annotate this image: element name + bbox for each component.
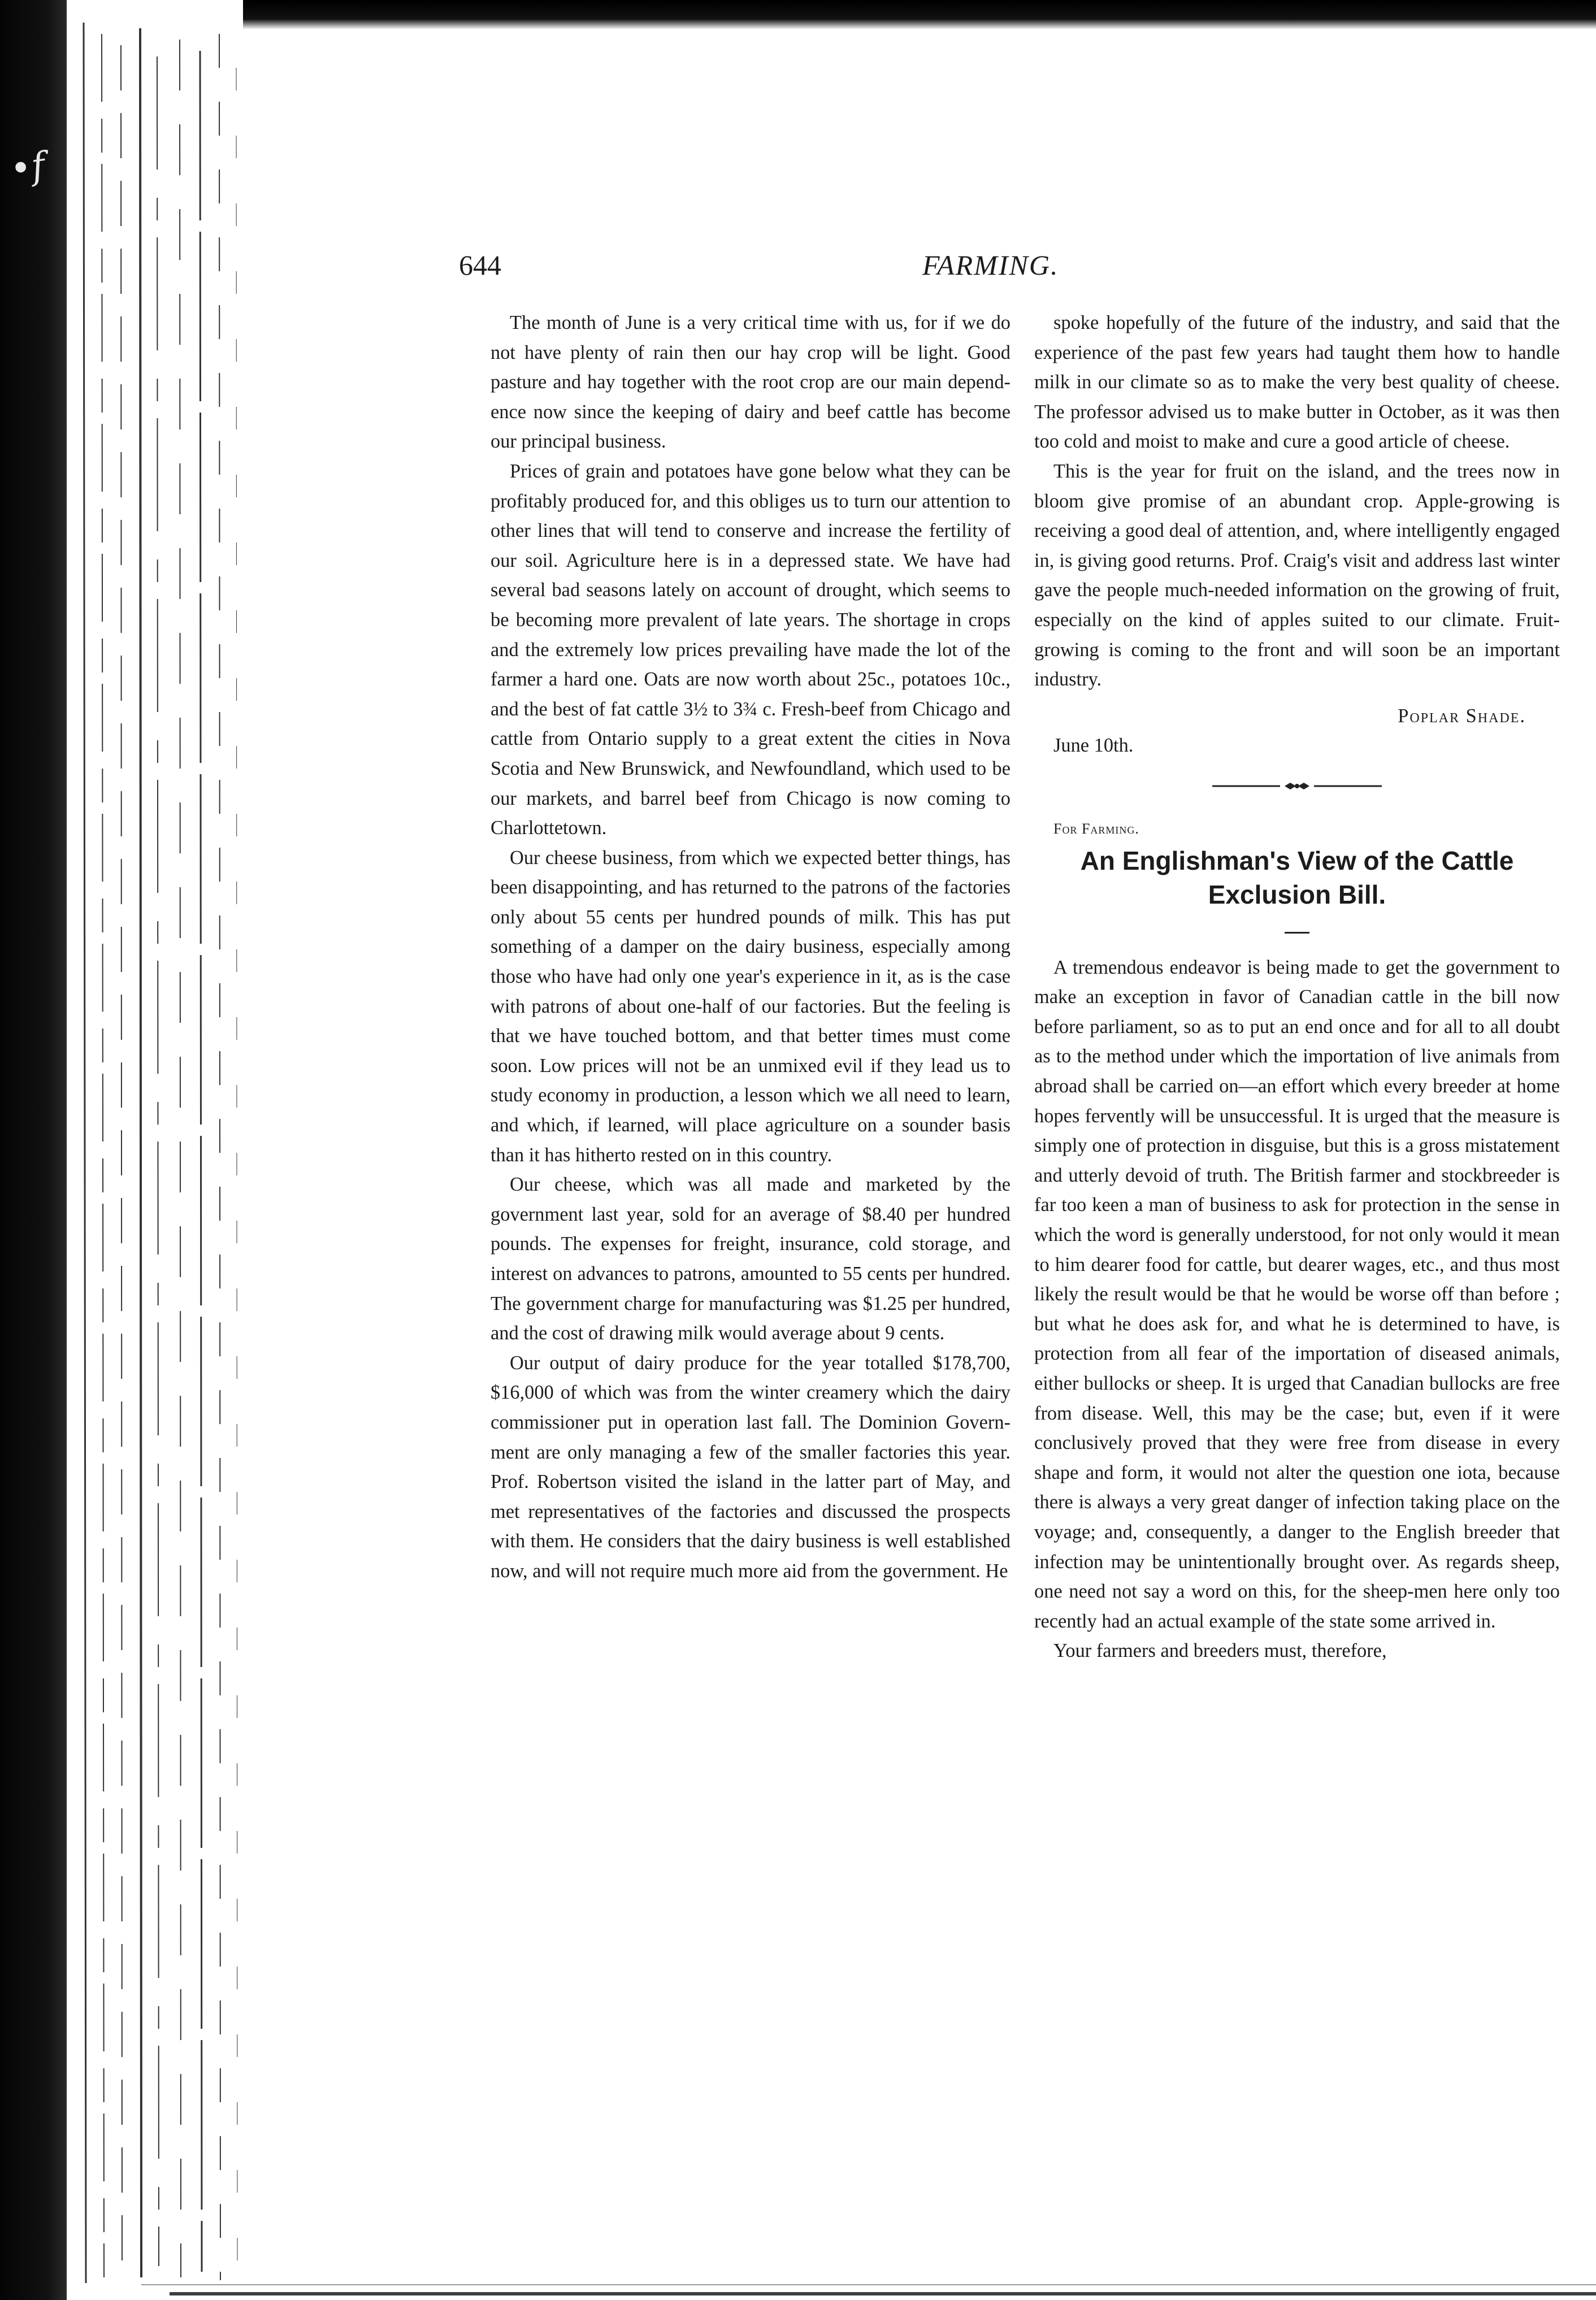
scan-bottom-rule-thin [141, 2284, 1596, 2285]
scan-bottom-rule [170, 2292, 1596, 2295]
source-line: For Farming. [1053, 820, 1139, 837]
page-gutter-edges [67, 23, 270, 2283]
ornament-divider-icon [1212, 780, 1382, 792]
paragraph: This is the year for fruit on the island, and the trees now in bloom give promise of an abundant crop. Apple-growing is receiving a good deal of attention, and, where intelligently engaged in, is giving good returns. Prof. Craig's visit and address last winter gave the people much-needed information on the growing of fruit, especially on the kind of apples suited to our climate. Fruit-growing is coming to the front and will soon be an important industry. [1034, 460, 1560, 691]
paragraph: A tremendous endeavor is being made to get the government to make an exception in favor of Canadian cattle in the bill now before parliament, so as to put an end once and for all to all doubt as to the method under which the importation of live animals from abroad shall be carried on—an effort which every breeder at home hopes fervently will be unsuccessful. It is urged that the measure is simply one of protection in disguise, but this is a gross mistatement and utterly devoid of truth. The British farmer and stockbreeder is far too keen a man of business to ask for protection in the sense in which the word is generally understood, for not only would it mean to him dearer food for cattle, but dearer wages, etc., and thus most likely the result would be that he would be worse off than before ; but what he does ask for, and what he is determined to have, is protection from all fear of the importation of diseased animals, either bullocks or sheep. It is urged that Canadian bullocks are free from disease. Well, this may be the case; but, even if it were conclusively proved that they were free from disease in every shape and form, it would not alter the question one iota, because there is always a very great danger of infection taking place on the voyage; and, consequently, a danger to the English breeder that infection may be unintentionally brought over. As regards sheep, one need not say a word on this, for the sheep-men here only too recently had an actual example of the state some arrived in. [1034, 956, 1560, 1632]
dateline: June 10th. [1053, 735, 1134, 757]
page-number: 644 [459, 249, 501, 281]
signature-text: Poplar Shade. [1398, 705, 1526, 727]
paragraph: Our output of dairy produce for the year totalled $178,700, $16,000 of which was from the winter creamery which the dairy commissioner put in operation last fall. The Dominion Government are only managing a few of the smaller factories this year. Prof. Robertson visited the island in the latter part of May, and met representatives of the factories and discussed the prospects with them. He considers that the dairy business is well established now, and will not require much more aid from the government. He [491, 1352, 1010, 1582]
running-title: FARMING. [922, 249, 1059, 281]
paragraph: Our cheese, which was all made and marketed by the government last year, sold for an average of $8.40 per hundred pounds. The expenses for freight, insurance, cold storage, and interest on advances to patrons, amounted to 55 cents per hundred. The government charge for manufacturing was $1.25 per hundred, and the cost of drawing milk would average about 9 cents. [491, 1174, 1010, 1344]
right-column [1034, 308, 1560, 1666]
paragraph: Prices of grain and potatoes have gone below what they can be profitably produced for, and this obliges us to turn our attention to other lines that will tend to conserve and increase the fertility of our soil. Agriculture here is in a depressed state. We have had several bad seasons lately on account of drought, which seems to be becoming more prevalent of late years. The shortage in crops and the extremely low prices prevailing have made the lot of the farmer a hard one. Oats are now worth about 25c., potatoes 10c., and the best of fat cattle 3½ to 3¾ c. Fresh-beef from Chicago and cattle from Ontario supply to a great extent the cities in Nova Scotia and New Brunswick, and Newfoundland, which used to be our markets, and barrel beef from Chicago is now coming to Charlottetown. [491, 460, 1010, 839]
signature [1034, 701, 1526, 731]
ornamental-rule [1034, 771, 1560, 801]
paragraph: spoke hopefully of the future of the industry, and said that the experience of the past few years had taught them how to handle milk in our climate so as to make the very best quality of cheese. The professor advised us to make butter in October, as it was then too cold and moist to make and cure a good article of cheese. [1034, 312, 1560, 453]
paragraph: The month of June is a very critical time with us, for if we do not have plenty of rain then our hay crop will be light. Good pasture and hay together with the root crop are our main dependence now since the keeping of dairy and beef cattle has become our principal business. [491, 312, 1010, 453]
left-column [491, 308, 1010, 1586]
article-headline: An Englishman's View of the Cattle Exclusion Bill. [1080, 846, 1514, 910]
headline-dash [1034, 916, 1560, 946]
page-header [459, 249, 1589, 294]
spine-mark-glyph: •f [7, 145, 48, 191]
paragraph: Our cheese business, from which we expected better things, has been disappointing, and has returned to the patrons of the factories only about 55 cents per hundred pounds of milk. This has put something of a damper on the dairy business, especially among those who have had only one year's experience in it, as is the case with patrons of about one-half of our factories. But the feeling is that we have touched bottom, and that better times must come soon. Low prices will not be an unmixed evil if they lead us to study economy in production, a lesson which we all need to learn, and which, if learned, will place agriculture on a sounder basis than it has hitherto rested on in this country. [491, 847, 1010, 1166]
scan-top-shadow [243, 0, 1596, 29]
book-spine [0, 0, 67, 2300]
paragraph: Your farmers and breeders must, therefore, [1053, 1640, 1387, 1662]
